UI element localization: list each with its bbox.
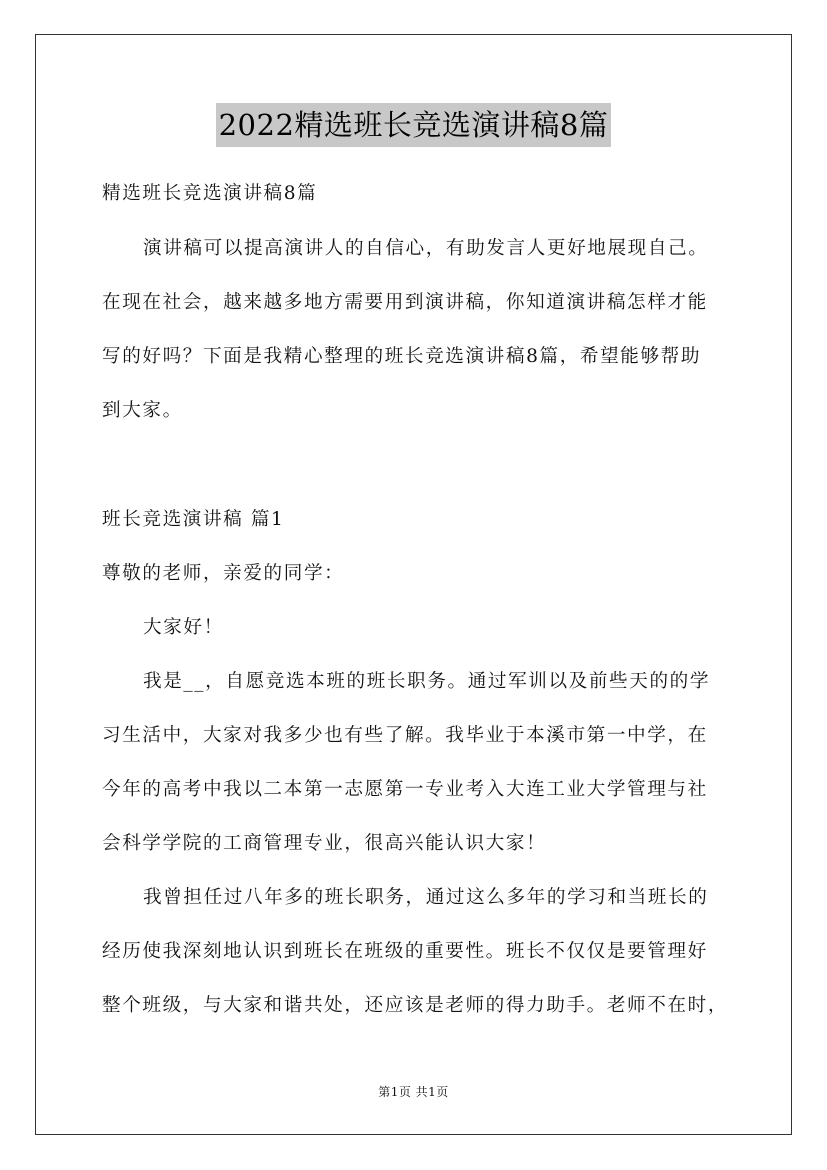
title-wrapper [0, 103, 827, 147]
intro-line-1: 演讲稿可以提高演讲人的自信心，有助发言人更好地展现自己。 [143, 238, 709, 259]
para1-line-3: 今年的高考中我以二本第一志愿第一专业考入大连工业大学管理与社 [102, 779, 708, 800]
para2-line-2: 经历使我深刻地认识到班长在班级的重要性。班长不仅仅是要管理好 [102, 941, 708, 962]
para1-line-4: 会科学学院的工商管理专业，很高兴能认识大家！ [102, 833, 547, 854]
para1-line-2: 习生活中，大家对我多少也有些了解。我毕业于本溪市第一中学，在 [102, 725, 708, 746]
document-subtitle: 精选班长竞选演讲稿8篇 [102, 183, 318, 204]
para2-line-3: 整个班级，与大家和谐共处，还应该是老师的得力助手。老师不在时， [102, 995, 729, 1016]
intro-line-3: 写的好吗？下面是我精心整理的班长竞选演讲稿8篇，希望能够帮助 [102, 346, 702, 367]
section-heading: 班长竞选演讲稿 篇1 [102, 509, 285, 530]
greeting: 大家好！ [143, 617, 224, 638]
para1-line-1: 我是__，自愿竞选本班的班长职务。通过军训以及前些天的的学 [143, 671, 711, 692]
intro-line-4: 到大家。 [102, 400, 183, 421]
salutation: 尊敬的老师，亲爱的同学： [102, 563, 345, 584]
document-title: 2022精选班长竞选演讲稿8篇 [216, 103, 612, 147]
intro-line-2: 在现在社会，越来越多地方需要用到演讲稿，你知道演讲稿怎样才能 [102, 292, 708, 313]
para2-line-1: 我曾担任过八年多的班长职务，通过这么多年的学习和当班长的 [143, 887, 709, 908]
page-footer: 第1页 共1页 [378, 1085, 449, 1099]
